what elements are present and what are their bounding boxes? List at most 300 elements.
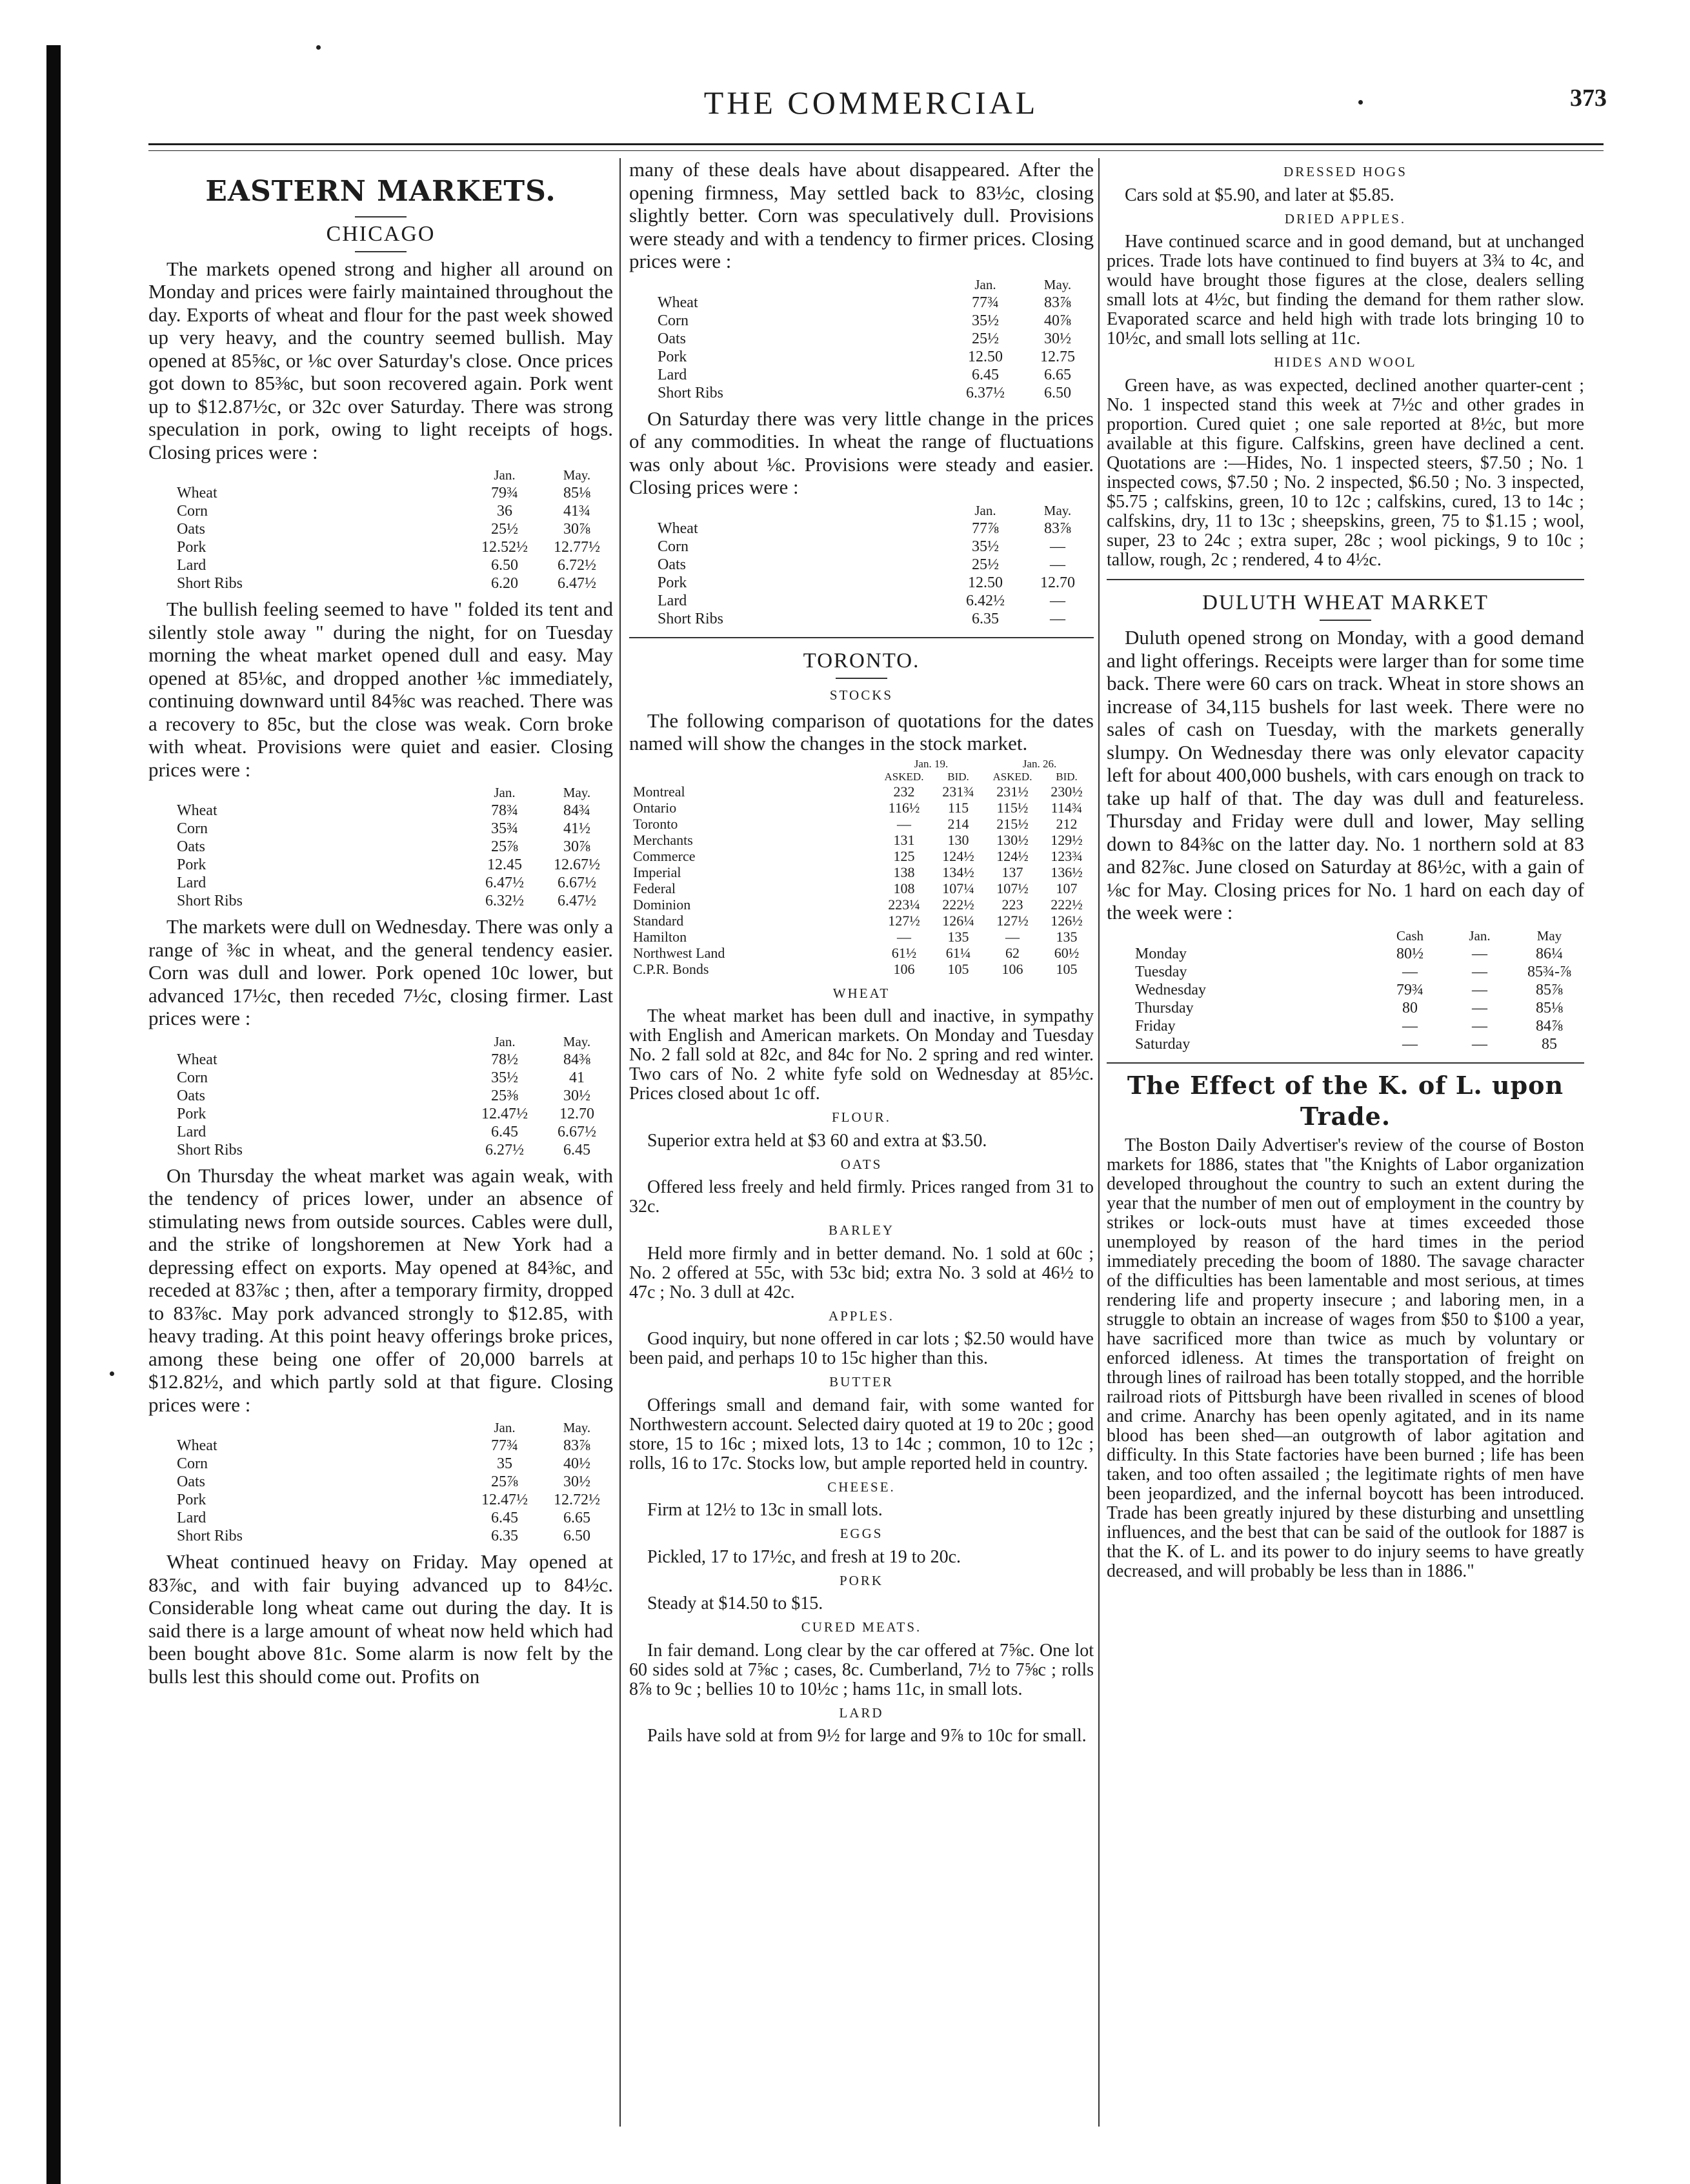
jan-price: 6.45 (491, 1510, 518, 1526)
section-rule (1107, 1062, 1584, 1064)
section-rule (1107, 579, 1584, 580)
column-header: May. (563, 1420, 591, 1435)
may-price: 6.65 (1044, 366, 1071, 383)
may-price: 85⅛ (1536, 999, 1563, 1016)
asked-price: 223¼ (888, 896, 920, 913)
subheading: WHEAT (832, 985, 890, 1001)
jan-price: 78½ (491, 1051, 518, 1068)
bid-price: 107 (1056, 880, 1078, 896)
jan-price: 12.50 (968, 348, 1003, 365)
may-price: — (1050, 538, 1065, 555)
may-price: 41½ (563, 820, 590, 837)
may-price: 30½ (1044, 330, 1071, 347)
may-price: 12.77½ (554, 539, 600, 556)
jan-price: — (1472, 945, 1487, 962)
bid-price: 61¼ (945, 944, 971, 961)
commodity-name: Oats (177, 521, 205, 538)
column-divider (1098, 158, 1100, 2127)
bid-price: 134½ (942, 864, 974, 880)
table-row (148, 1509, 613, 1527)
table-row (148, 556, 613, 574)
commodity-name: Pork (177, 856, 206, 873)
bid-price: 222½ (1051, 896, 1083, 913)
asked-price: 130½ (996, 831, 1029, 848)
table-row (148, 1069, 613, 1087)
section-heading: EASTERN MARKETS. (205, 175, 556, 208)
jan-price: 25⅞ (491, 838, 518, 855)
stock-name: Merchants (633, 831, 693, 848)
article-paragraph: On Thursday the wheat market was again weak, with the tendency of prices lower, under an absence of stimulating news from outside sources. Cables were dull, and the strike of longshoremen at New York had a depressing effect on exports. May opened at 84⅜c, and receded at 83⅞c ; then, after a temporary firmity, dropped to 83⅞c. May pork advanced strongly to $12.85, with heavy trading. At this point heavy offerings broke prices, among these being one offer of 20,000 barrels at $12.82½, and which partly sold at that figure. Closing prices were : (148, 1164, 613, 1416)
column-header: Jan. (494, 1420, 516, 1435)
stock-name: Northwest Land (633, 944, 725, 961)
stock-name: Federal (633, 880, 676, 896)
article-paragraph: Superior extra held at $3 60 and extra at $3.50. (647, 1130, 987, 1151)
jan-price: 35¾ (491, 820, 518, 837)
may-price: 6.67½ (558, 875, 596, 891)
publication-title: THE COMMERCIAL (703, 85, 1039, 121)
may-price: 85¾-⅞ (1527, 963, 1571, 980)
table-row (148, 1491, 613, 1509)
table-row (148, 1141, 613, 1159)
table-row (148, 802, 613, 820)
asked-price: 106 (893, 960, 915, 977)
heading-rule (355, 251, 407, 252)
table-row (629, 348, 1094, 366)
cash-price: — (1402, 1017, 1418, 1035)
commodity-name: Wheat (177, 802, 217, 819)
column-header: ASKED. (884, 770, 924, 783)
table-row (629, 929, 1094, 945)
price-table (629, 276, 1094, 402)
table-row (629, 913, 1094, 929)
asked-price: 137 (1001, 864, 1023, 880)
commodity-name: Lard (658, 366, 687, 383)
stock-name: Commerce (633, 847, 696, 864)
price-table (148, 784, 613, 910)
table-row (629, 384, 1094, 402)
asked-price: 115½ (996, 799, 1029, 816)
table-row (148, 520, 613, 538)
asked-price: 61½ (891, 944, 917, 961)
jan-price: 6.35 (491, 1528, 518, 1544)
bid-price: 60½ (1054, 944, 1080, 961)
table-row (1107, 1035, 1584, 1053)
may-price: 6.72½ (558, 557, 596, 574)
subheading: CURED MEATS. (801, 1619, 922, 1635)
table-row (629, 800, 1094, 816)
cash-price: 80 (1402, 999, 1418, 1016)
jan-price: 77⅞ (972, 520, 999, 537)
subheading: STOCKS (829, 687, 894, 703)
jan-price: 6.45 (491, 1123, 518, 1140)
may-price: 40⅞ (1044, 312, 1071, 329)
column-1 (148, 158, 613, 1690)
column-header: Jan. (974, 502, 996, 518)
jan-price: 35½ (491, 1069, 518, 1086)
may-price: 85⅛ (563, 485, 590, 501)
scan-speck (110, 1371, 114, 1376)
table-row (148, 1455, 613, 1473)
column-header: Jan. (494, 785, 516, 800)
may-price: 83⅞ (1044, 520, 1071, 537)
article-paragraph: In fair demand. Long clear by the car offered at 7⅝c. One lot 60 sides sold at 7⅝c ; cases, 8c. Cumberland, 7½ to 7⅝c ; rolls 8⅞ to 9c ; bellies 10 to 10½c ; hams 11c, in small lots. (629, 1640, 1094, 1699)
column-header: BID. (947, 770, 969, 783)
jan-price: 25½ (972, 556, 999, 573)
day-name: Friday (1135, 1017, 1176, 1035)
stock-name: Standard (633, 912, 684, 929)
bid-price: 105 (947, 960, 969, 977)
article-paragraph: The bullish feeling seemed to have " folded its tent and silently stole away " during the night, for on Tuesday morning the wheat market opened dull and easy. May opened at 85⅛c, and dropped another ⅛c immediately, continuing downward until 84⅝c was reached. There was a recovery to 85c, but the close was weak. Corn broke with wheat. Provisions were quiet and easier. Closing prices were : (148, 598, 613, 781)
subheading: FLOUR. (831, 1109, 892, 1125)
may-price: 85⅞ (1536, 981, 1563, 998)
may-price: 6.65 (563, 1510, 590, 1526)
may-price: 12.70 (1040, 574, 1075, 591)
asked-price: 124½ (996, 847, 1029, 864)
commodity-name: Wheat (177, 1437, 217, 1454)
commodity-name: Lard (177, 1510, 206, 1526)
may-price: 6.47½ (558, 893, 596, 909)
commodity-name: Short Ribs (658, 384, 724, 401)
column-header: Cash (1396, 927, 1423, 944)
may-price: 30⅞ (563, 838, 590, 855)
may-price: 84¾ (563, 802, 590, 819)
commodity-name: Corn (177, 503, 208, 520)
may-price: 12.67½ (554, 856, 600, 873)
table-row (629, 816, 1094, 832)
table-row (148, 820, 613, 838)
article-paragraph: Firm at 12½ to 13c in small lots. (647, 1500, 883, 1520)
date-header: Jan. 26. (1022, 757, 1057, 770)
heading-rule (355, 216, 407, 217)
jan-price: 6.32½ (485, 893, 524, 909)
article-paragraph: Pickled, 17 to 17½c, and fresh at 19 to 20c. (647, 1546, 961, 1567)
table-row (629, 848, 1094, 864)
table-row (1107, 999, 1584, 1017)
jan-price: 78¾ (491, 802, 518, 819)
date-header: Jan. 19. (914, 757, 949, 770)
column-header: May. (563, 467, 591, 483)
jan-price: 12.47½ (481, 1491, 528, 1508)
jan-price: 12.45 (487, 856, 522, 873)
bid-price: 129½ (1051, 831, 1083, 848)
stock-name: C.P.R. Bonds (633, 960, 709, 977)
commodity-name: Corn (658, 538, 689, 555)
jan-price: — (1472, 999, 1487, 1016)
column-header: May. (563, 785, 591, 800)
may-price: 86¼ (1536, 945, 1563, 962)
article-paragraph: Offered less freely and held firmly. Prices ranged from 31 to 32c. (629, 1177, 1094, 1217)
commodity-name: Oats (177, 838, 205, 855)
subheading: DRIED APPLES. (1284, 210, 1407, 227)
article-heading: The Effect of the K. of L. upon Trade. (1127, 1070, 1564, 1131)
table-row (629, 880, 1094, 896)
jan-price: 6.47½ (485, 875, 524, 891)
cash-price: 80½ (1396, 945, 1423, 962)
column-header: ASKED. (992, 770, 1032, 783)
table-row (148, 1051, 613, 1069)
scan-edge (46, 45, 61, 2184)
subheading: APPLES. (828, 1308, 895, 1324)
commodity-name: Oats (177, 1087, 205, 1104)
jan-price: 35½ (972, 538, 999, 555)
may-price: 12.70 (559, 1105, 594, 1122)
table-row (629, 864, 1094, 880)
jan-price: 6.37½ (966, 384, 1005, 401)
asked-price: 232 (893, 783, 915, 800)
commodity-name: Short Ribs (658, 610, 724, 627)
article-paragraph: many of these deals have about disappeared. After the opening firmness, May settled back to 83½c, closing slightly better. Corn was speculatively dull. Provisions were steady and with a tendency to firmer prices. Closing prices were : (629, 158, 1094, 272)
city-heading: CHICAGO (326, 222, 436, 246)
subheading: HIDES AND WOOL (1274, 354, 1417, 370)
may-price: 6.50 (1044, 384, 1071, 401)
table-row (148, 538, 613, 556)
may-price: 40½ (563, 1455, 590, 1472)
column-header: May. (563, 1033, 591, 1049)
article-paragraph: Offerings small and demand fair, with some wanted for Northwestern account. Selected dairy quoted at 19 to 20c ; good store, 15 to 16c ; mixed lots, 13 to 14c ; common, 10 to 12c ; rolls, 16 to 17c. Stocks low, but ample reported held in country. (629, 1395, 1094, 1473)
jan-price: 12.52½ (481, 539, 528, 556)
jan-price: 6.42½ (966, 592, 1005, 609)
jan-price: 25⅜ (491, 1087, 518, 1104)
bid-price: 114¾ (1051, 799, 1083, 816)
bid-price: 212 (1056, 815, 1078, 832)
commodity-name: Short Ribs (177, 575, 243, 592)
column-header: Jan. (494, 467, 516, 483)
may-price: 12.75 (1040, 348, 1075, 365)
day-name: Tuesday (1135, 963, 1187, 980)
article-paragraph: Green have, as was expected, declined another quarter-cent ; No. 1 inspected stand this week at 7½c and other grades in proportion. Cured quiet ; one sale reported at 8½c, but more available at this figure. Calfskins, green have declined a cent. Quotations are :—Hides, No. 1 inspected steers, $7.50 ; No. 1 inspected cows, $7.50 ; No. 2 inspected, $6.50 ; No. 3 inspected, $5.75 ; calfskins, green, 10 to 12c ; calfskins, cured, 13 to 14c ; calfskins, dry, 11 to 13c ; sheepskins, green, 75 to $1.15 ; wool, super, 23 to 24c ; extra super, 28c ; wool pickings, 9 to 10c ; tallow, rough, 2c ; rendered, 4 to 4½c. (1107, 375, 1584, 570)
bid-price: 230½ (1051, 783, 1083, 800)
bid-price: 124½ (942, 847, 974, 864)
table-row (629, 832, 1094, 848)
heading-rule (836, 678, 887, 679)
stock-name: Montreal (633, 783, 685, 800)
column-header: BID. (1056, 770, 1078, 783)
bid-price: 214 (947, 815, 969, 832)
stock-name: Toronto (633, 815, 678, 832)
table-row (148, 874, 613, 892)
asked-price: 127½ (888, 912, 920, 929)
table-row (148, 892, 613, 910)
may-price: 30½ (563, 1087, 590, 1104)
commodity-name: Wheat (177, 485, 217, 501)
scan-speck (316, 45, 321, 50)
table-row (148, 1473, 613, 1491)
bid-price: 136½ (1051, 864, 1083, 880)
stock-name: Dominion (633, 896, 691, 913)
article-paragraph: The following comparison of quotations for the dates named will show the changes in the stock market. (629, 709, 1094, 754)
may-price: 6.45 (563, 1141, 590, 1158)
table-row (148, 1105, 613, 1123)
jan-price: 12.50 (968, 574, 1003, 591)
jan-price: 6.45 (972, 366, 999, 383)
bid-price: 126¼ (942, 912, 974, 929)
jan-price: 6.20 (491, 575, 518, 592)
commodity-name: Pork (658, 574, 687, 591)
subheading: OATS (840, 1156, 883, 1172)
commodity-name: Oats (658, 556, 686, 573)
table-row (148, 1123, 613, 1141)
commodity-name: Pork (658, 348, 687, 365)
table-row (1107, 963, 1584, 981)
table-row (1107, 1017, 1584, 1035)
bid-price: 130 (947, 831, 969, 848)
jan-price: 6.50 (491, 557, 518, 574)
day-name: Wednesday (1135, 981, 1207, 998)
may-price: 84⅜ (563, 1051, 590, 1068)
commodity-name: Pork (177, 539, 206, 556)
commodity-name: Corn (177, 820, 208, 837)
commodity-name: Pork (177, 1105, 206, 1122)
stock-name: Imperial (633, 864, 681, 880)
table-row (148, 574, 613, 592)
may-price: 85 (1542, 1035, 1557, 1053)
commodity-name: Short Ribs (177, 1528, 243, 1544)
jan-price: 79¾ (491, 485, 518, 501)
asked-price: 62 (1005, 944, 1020, 961)
table-row (629, 520, 1094, 538)
masthead (148, 77, 1607, 129)
table-row (148, 1087, 613, 1105)
table-row (629, 538, 1094, 556)
may-price: 30½ (563, 1473, 590, 1490)
article-paragraph: Have continued scarce and in good demand, but at unchanged prices. Trade lots have continued to find buyers at 3¾ to 4c, and would have brought those figures at the close, dealers selling small lots at 4½c, but finding the demand for them rather slow. Evaporated scarce and held high with trade lots bringing 10 to 10½c, and small lots selling at 11c. (1107, 232, 1584, 349)
may-price: — (1050, 556, 1065, 573)
subheading: DRESSED HOGS (1283, 164, 1407, 179)
jan-price: 35 (497, 1455, 512, 1472)
table-row (629, 556, 1094, 574)
bid-price: 115 (947, 799, 969, 816)
jan-price: 6.35 (972, 610, 999, 627)
asked-price: 116½ (888, 799, 920, 816)
commodity-name: Oats (177, 1473, 205, 1490)
commodity-name: Short Ribs (177, 1141, 243, 1158)
may-price: 6.47½ (558, 575, 596, 592)
commodity-name: Pork (177, 1491, 206, 1508)
table-row (629, 574, 1094, 592)
subheading: CHEESE. (827, 1479, 896, 1495)
table-row (148, 502, 613, 520)
bid-price: 126½ (1051, 912, 1083, 929)
jan-price: — (1472, 1035, 1487, 1053)
table-row (148, 484, 613, 502)
jan-price: 25⅞ (491, 1473, 518, 1490)
commodity-name: Oats (658, 330, 686, 347)
bid-price: 107¼ (942, 880, 974, 896)
bid-price: 231¾ (942, 783, 974, 800)
commodity-name: Wheat (658, 294, 698, 311)
price-table (629, 501, 1094, 628)
commodity-name: Corn (658, 312, 689, 329)
may-price: 30⅞ (563, 521, 590, 538)
column-header: May. (1043, 502, 1072, 518)
table-row (629, 294, 1094, 312)
stock-table (629, 758, 1094, 977)
cash-price: — (1402, 963, 1418, 980)
bid-price: 135 (947, 928, 969, 945)
asked-price: 107½ (996, 880, 1029, 896)
article-paragraph: Held more firmly and in better demand. No. 1 sold at 60c ; No. 2 offered at 55c, with 53c bid; extra No. 3 sold at 46½ to 47c ; No. 3 dull at 42c. (629, 1243, 1094, 1302)
jan-price: — (1472, 981, 1487, 998)
table-row (148, 856, 613, 874)
jan-price: 12.47½ (481, 1105, 528, 1122)
commodity-name: Lard (177, 1123, 206, 1140)
column-header: May (1536, 927, 1562, 944)
table-row (1107, 945, 1584, 963)
article-paragraph: Cars sold at $5.90, and later at $5.85. (1125, 185, 1394, 205)
bid-price: 105 (1056, 960, 1078, 977)
article-paragraph: The markets opened strong and higher all around on Monday and prices were fairly maintained throughout the day. Exports of wheat and flour for the past week showed up very heavy, and the country seemed bullish. May opened at 85⅝c, or ⅛c over Saturday's close. Once prices got down to 85⅜c, but soon recovered again. Pork went up to $12.87½c, or 32c over Saturday. There was strong speculation in pork, owing to light receipts of hogs. Closing prices were : (148, 257, 613, 463)
may-price: 83⅞ (1044, 294, 1071, 311)
article-paragraph: Duluth opened strong on Monday, with a good demand and light offerings. Receipts were larger than for some time back. There were 60 cars on track. Wheat in store shows an increase of 34,115 bushels for last week. There were no sales of cash on Tuesday, with the markets generally slumpy. On Wednesday there was only elevator capacity left for about 400,000 bushels, with cars enough on track to take up half of that. The day was dull and featureless. Thursday and Friday were dull and lower, May selling down to 84⅜c on the latter day. No. 1 northern sold at 83 and 82⅞c. June closed on Saturday at 86½c, with a gain of ⅛c for May. Closing prices for No. 1 hard on each day of the week were : (1107, 626, 1584, 924)
column-header: Jan. (494, 1033, 516, 1049)
table-row (629, 961, 1094, 977)
price-table (148, 466, 613, 592)
jan-price: 77¾ (972, 294, 999, 311)
cash-price: — (1402, 1035, 1418, 1053)
commodity-name: Short Ribs (177, 893, 243, 909)
may-price: 12.72½ (554, 1491, 600, 1508)
bid-price: 123¾ (1051, 847, 1083, 864)
table-row (629, 330, 1094, 348)
commodity-name: Corn (177, 1455, 208, 1472)
article-paragraph: The Boston Daily Advertiser's review of the course of Boston markets for 1886, states that "the Knights of Labor organization developed throughout the country to such an extent during the year that the number of men out of employment in the country by strikes or lock-outs must have at times exceeded those unemployed by reason of the hard times in the period immediately preceding the boom of 1880. The savage character of the difficulties has been lamentable and most serious, at times rendering life and property insecure ; and laboring men, in a struggle to obtain an increase of wages from $50 to $100 a year, have sacrificed more than twice as much by voluntary or enforced idleness. At times the transportation of freight on through lines of railroad has been totally stopped, and the horrible railroad riots of Pittsburgh have been rivalled in scenes of blood and crime. Anarchy has been openly agitated, and in its name blood has been shed—an outgrowth of labor agitation and difficulty. In this State factories have been burned ; life has been taken, and too often assailed ; the legitimate rights of men have been jeopardized, and the infernal boycott has been introduced. Trade has been greatly injured by these disturbing and unsettling influences, and the best that can be said of the outlook for 1887 is that the K. of L. and its power to do injury seems to have greatly decreased, and will probably be less than in 1886." (1107, 1135, 1584, 1581)
jan-price: 25½ (491, 521, 518, 538)
day-name: Monday (1135, 945, 1187, 962)
article-paragraph: On Saturday there was very little change in the prices of any commodities. In wheat the range of fluctuations was only about ⅛c. Provisions were steady and easier. Closing prices were : (629, 407, 1094, 498)
subheading: EGGS (840, 1526, 883, 1541)
column-divider (619, 158, 621, 2127)
section-rule (629, 637, 1094, 638)
table-row (148, 1527, 613, 1545)
article-paragraph: The markets were dull on Wednesday. There was only a range of ⅜c in wheat, and the general tendency easier. Corn was dull and lower. Pork opened 10c lower, but advanced 17½c, then receded 7½c, closing firmer. Last prices were : (148, 915, 613, 1029)
cash-price: 79¾ (1396, 981, 1423, 998)
day-name: Thursday (1135, 999, 1194, 1016)
price-table (148, 1419, 613, 1545)
asked-price: — (897, 815, 911, 832)
article-paragraph: Pails have sold at from 9½ for large and 9⅞ to 10c for small. (647, 1726, 1087, 1746)
column-header: Jan. (1469, 927, 1491, 944)
page-number: 373 (1570, 85, 1607, 112)
table-row (629, 896, 1094, 913)
column-3 (1107, 158, 1584, 1584)
commodity-name: Wheat (658, 520, 698, 537)
city-heading: TORONTO. (803, 649, 920, 672)
table-row (148, 838, 613, 856)
jan-price: — (1472, 963, 1487, 980)
asked-price: 131 (893, 831, 915, 848)
asked-price: 215½ (996, 815, 1029, 832)
article-paragraph: Good inquiry, but none offered in car lots ; $2.50 would have been paid, and perhaps 10 to 15c higher than this. (629, 1329, 1094, 1368)
table-row (629, 945, 1094, 961)
stock-name: Hamilton (633, 928, 687, 945)
table-row (629, 784, 1094, 800)
may-price: 83⅞ (563, 1437, 590, 1454)
price-table (1107, 927, 1584, 1053)
article-paragraph: Wheat continued heavy on Friday. May opened at 83⅞c, and with fair buying advanced up to 84½c. Considerable long wheat came out during the day. It is said there is a large amount of wheat now held which had been bought above 81c. Some alarm is now felt by the bulls lest this should come out. Profits on (148, 1550, 613, 1688)
may-price: — (1050, 610, 1065, 627)
stock-name: Ontario (633, 799, 677, 816)
header-rule (148, 143, 1604, 151)
jan-price: 77¾ (491, 1437, 518, 1454)
asked-price: — (897, 928, 911, 945)
asked-price: 108 (893, 880, 915, 896)
subheading: BUTTER (829, 1374, 894, 1390)
asked-price: 138 (893, 864, 915, 880)
asked-price: 127½ (996, 912, 1029, 929)
subheading: PORK (839, 1572, 884, 1588)
jan-price: 35½ (972, 312, 999, 329)
table-row (629, 592, 1094, 610)
